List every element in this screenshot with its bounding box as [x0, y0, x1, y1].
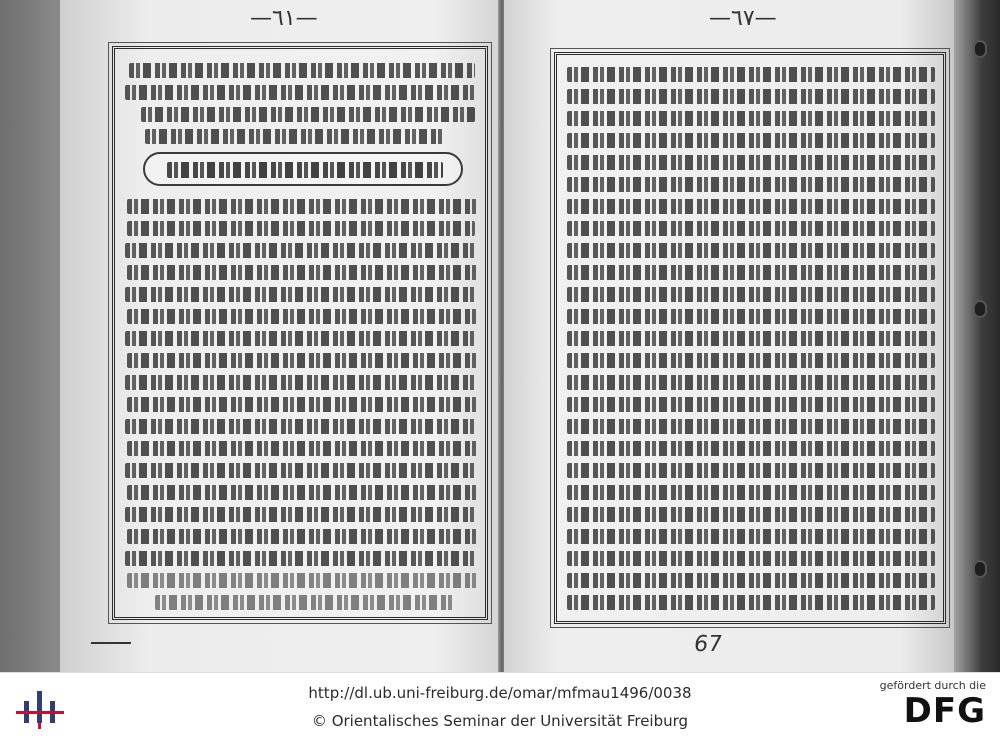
dfg-logo: DFG	[903, 691, 986, 731]
text-line	[567, 89, 935, 104]
binding-ring	[973, 560, 987, 578]
left-text-frame	[112, 46, 488, 620]
viewer-footer	[0, 672, 1000, 743]
text-line	[567, 507, 935, 522]
left-page-number: —٦١—	[250, 6, 318, 31]
heading-text	[167, 162, 443, 178]
text-line	[127, 397, 477, 412]
text-line	[567, 463, 935, 478]
text-line	[125, 375, 477, 390]
text-line	[567, 133, 935, 148]
catchword	[91, 632, 134, 644]
text-line	[127, 309, 477, 324]
text-line	[567, 243, 935, 258]
text-line	[125, 331, 477, 346]
text-line	[127, 353, 477, 368]
text-line	[567, 265, 935, 280]
binding-edge	[955, 0, 1000, 672]
pencil-folio-number: 67	[692, 632, 724, 657]
text-line	[567, 595, 935, 610]
text-line	[141, 107, 475, 122]
text-line	[567, 485, 935, 500]
text-line	[127, 573, 477, 588]
text-line	[567, 573, 935, 588]
text-line	[127, 221, 475, 236]
text-line	[127, 529, 477, 544]
text-line	[567, 419, 935, 434]
text-line	[155, 595, 455, 610]
text-line	[125, 463, 477, 478]
section-heading-cartouche	[143, 152, 463, 186]
right-page	[504, 0, 954, 672]
text-line	[125, 287, 477, 302]
text-line	[125, 507, 477, 522]
text-line	[127, 199, 477, 214]
source-url-link[interactable]: http://dl.ub.uni-freiburg.de/omar/mfmau1496/0038	[308, 684, 692, 702]
text-line	[567, 199, 935, 214]
right-text-frame	[554, 52, 946, 624]
text-line	[567, 111, 935, 126]
text-line	[567, 375, 935, 390]
right-page-number: —٦٧—	[709, 6, 777, 31]
text-line	[127, 485, 477, 500]
text-line	[129, 63, 475, 78]
text-line	[567, 309, 935, 324]
text-line	[127, 441, 477, 456]
text-line	[567, 67, 935, 82]
text-line	[567, 155, 935, 170]
text-line	[567, 529, 935, 544]
binding-ring	[973, 300, 987, 318]
text-line	[125, 85, 475, 100]
copyright-notice: © Orientalisches Seminar der Universität Freiburg	[311, 712, 689, 730]
left-page	[60, 0, 500, 672]
text-line	[567, 353, 935, 368]
text-line	[127, 265, 477, 280]
dfg-funding-badge	[870, 679, 986, 730]
funded-by-label: gefördert durch die	[879, 679, 986, 692]
text-line	[145, 129, 445, 144]
text-line	[567, 441, 935, 456]
text-line	[567, 331, 935, 346]
text-line	[125, 551, 477, 566]
text-line	[125, 243, 477, 258]
text-line	[567, 177, 935, 192]
text-line	[567, 221, 935, 236]
text-line	[567, 551, 935, 566]
binding-ring	[973, 40, 987, 58]
text-line	[567, 397, 935, 412]
text-line	[125, 419, 477, 434]
text-line	[567, 287, 935, 302]
